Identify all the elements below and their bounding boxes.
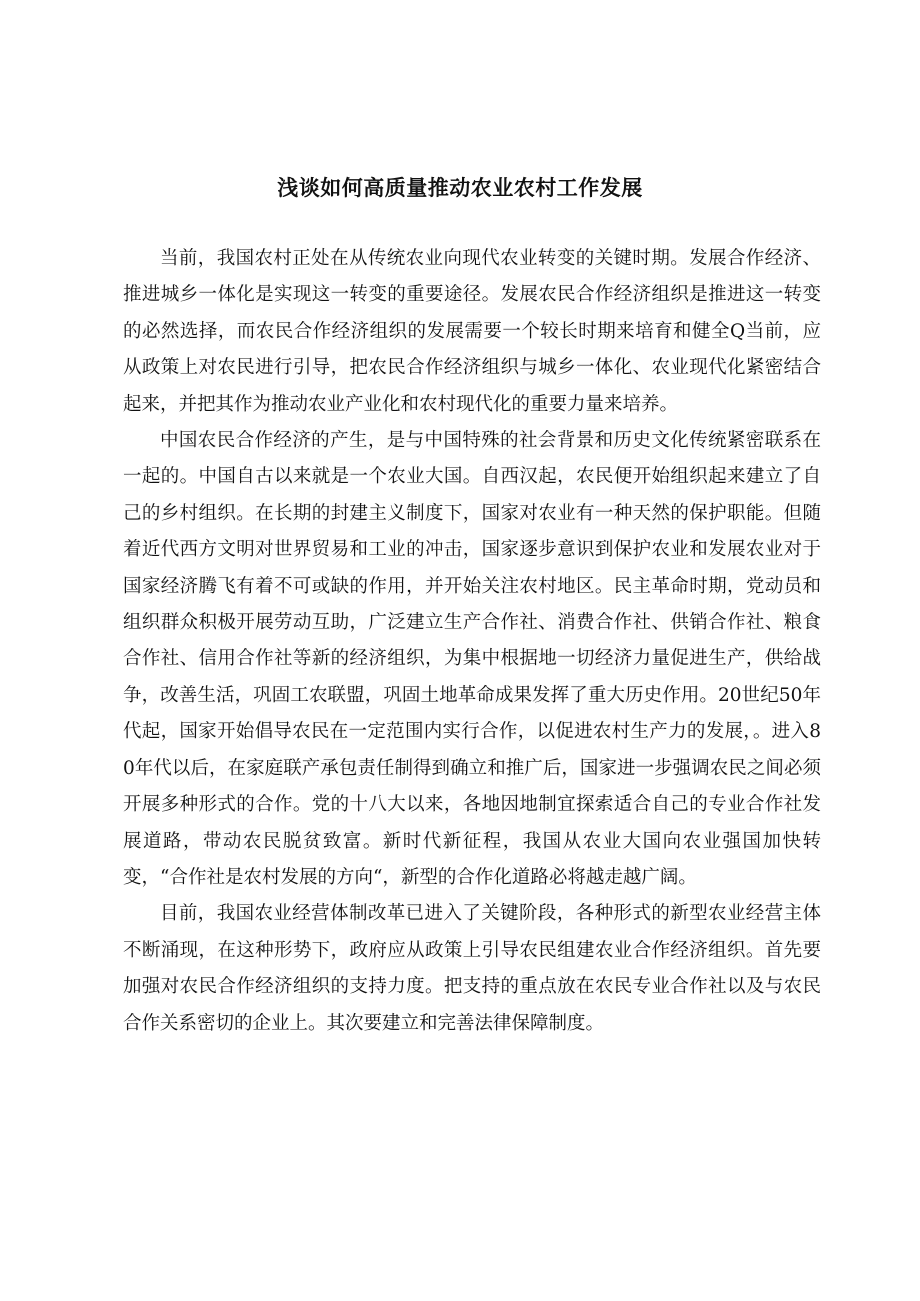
paragraph-3: 目前，我国农业经营体制改革已进入了关键阶段，各种形式的新型农业经营主体不断涌现，在这种形势下，政府应从政策上引导农民组建农业合作经济组织。首先要加强对农民合作经济组织的支持力度。把支持的重点放在农民专业合作社以及与农民合作关系密切的企业上。其次要建立和完善法律保障制度。 <box>123 903 821 1034</box>
document-body <box>123 241 821 1042</box>
paragraph-2: 中国农民合作经济的产生，是与中国特殊的社会背景和历史文化传统紧密联系在一起的。中国自古以来就是一个农业大国。自西汉起，农民便开始组织起来建立了自己的乡村组织。在长期的封建主义制度下，国家对农业有一种天然的保护职能。但随着近代西方文明对世界贸易和工业的冲击，国家逐步意识到保护农业和发展农业对于国家经济腾飞有着不可或缺的作用，并开始关注农村地区。民主革命时期，党动员和组织群众积极开展劳动互助，广泛建立生产合作社、消费合作社、供销合作社、粮食合作社、信用合作社等新的经济组织，为集中根据地一切经济力量促进生产，供给战争，改善生活，巩固工农联盟，巩固土地革命成果发挥了重大历史作用。20世纪50年代起，国家开始倡导农民在一定范围内实行合作，以促进农村生产力的发展，。进入80年代以后，在家庭联产承包责任制得到确立和推广后，国家进一步强调农民之间必须开展多种形式的合作。党的十八大以来，各地因地制宜探索适合自己的专业合作社发展道路，带动农民脱贫致富。新时代新征程，我国从农业大国向农业强国加快转变，“合作社是农村发展的方向“，新型的合作化道路必将越走越广阔。 <box>123 430 821 888</box>
paragraph-1: 当前，我国农村正处在从传统农业向现代农业转变的关键时期。发展合作经济、推进城乡一体化是实现这一转变的重要途径。发展农民合作经济组织是推进这一转变的必然选择，而农民合作经济组织的发展需要一个较长时期来培育和健全Q当前，应从政策上对农民进行引导，把农民合作经济组织与城乡一体化、农业现代化紧密结合起来，并把其作为推动农业产业化和农村现代化的重要力量来培养。 <box>123 248 821 415</box>
document-title: 浅谈如何高质量推动农业农村工作发展 <box>277 176 643 200</box>
